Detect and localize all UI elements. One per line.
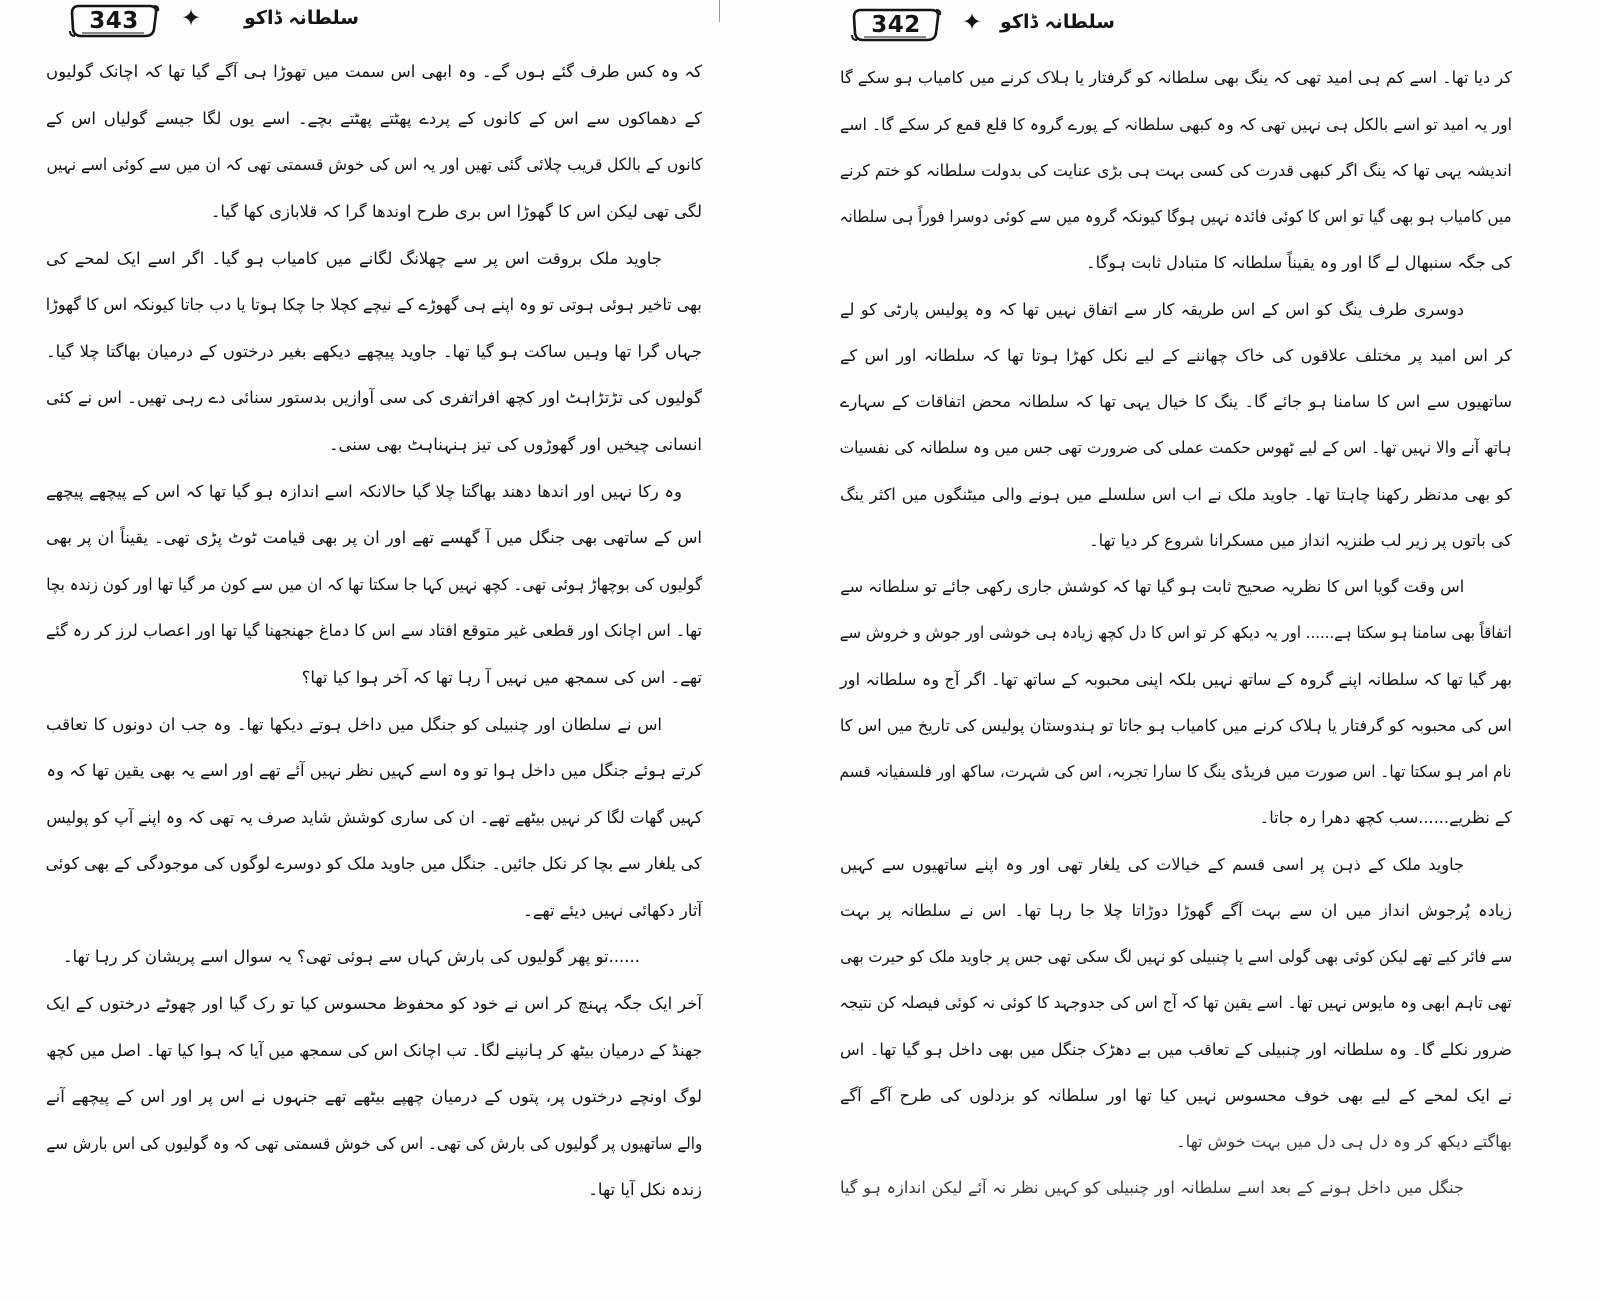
line-text: جاوید ملک بروقت اس پر سے چھلانگ لگانے میں کامیاب ہو گیا۔ اگر اسے ایک لمحے کی	[46, 248, 662, 268]
line-text: گولیوں کی بوچھاڑ ہوئی تھی۔ کچھ نہیں کہا جا سکتا تھا کہ ان میں سے کون مر گیا تھا اور کون زندہ بچا	[45, 574, 702, 594]
text-line	[838, 518, 1512, 564]
line-text: اس نے سلطان اور چنبیلی کو جنگل میں داخل ہوتے دیکھا تھا۔ وہ جب ان دونوں کا تعاقب	[46, 714, 662, 734]
line-text: والے ساتھیوں پر گولیوں کی بارش کی تھی۔ اس کی خوش قسمتی تھی کہ وہ گولیوں کی اس بارش سے	[45, 1133, 702, 1153]
text-line	[44, 655, 702, 702]
line-text: ساتھیوں سے اس کا سامنا ہو جائے گا۔ ینگ کا خیال یہی تھا کہ سلطانہ محض اتفاقات کے سہارے	[840, 392, 1512, 412]
line-text: زندہ نکل آیا تھا۔	[588, 1180, 702, 1200]
text-line	[838, 286, 1464, 332]
line-text: گولیوں کی تڑتڑاہٹ اور کچھ افراتفری کی سی آوازیں بدستور سنائی دے رہی تھیں۔ اس نے کئی	[46, 388, 702, 408]
text-line	[838, 841, 1464, 887]
page-text	[838, 55, 1512, 1211]
page-343	[0, 0, 760, 1301]
line-text: کہ وہ کس طرف گئے ہوں گے۔ وہ ابھی اس سمت میں تھوڑا ہی آگے گیا تھا کہ اچانک گولیوں	[46, 62, 702, 82]
line-text: انسانی چیخیں اور گھوڑوں کی تیز ہنہناہٹ بھی سنی۔	[328, 434, 702, 454]
line-text: جاوید ملک کے ذہن پر اسی قسم کے خیالات کی یلغار تھی اور وہ اپنے ساتھیوں سے کہیں	[840, 854, 1464, 874]
text-line	[838, 240, 1512, 286]
text-line	[44, 189, 702, 236]
text-line	[44, 49, 702, 96]
page-number: 342	[871, 12, 921, 38]
text-line	[44, 329, 702, 376]
text-line	[838, 333, 1512, 379]
star-ornament-icon: ✦	[962, 8, 983, 36]
text-line	[838, 1026, 1512, 1072]
running-title: سلطانہ ڈاکو	[244, 7, 359, 29]
text-line	[838, 1119, 1512, 1165]
page-text	[44, 49, 702, 1214]
page-number-badge	[68, 2, 160, 40]
text-line	[44, 282, 702, 329]
line-text: تھا۔ اس اچانک اور قطعی غیر متوقع افتاد سے اس کا دماغ جھنجھنا گیا تھا اور اعصاب لرز کر رہ گئے	[45, 621, 702, 641]
page-342	[790, 0, 1600, 1301]
text-line	[44, 515, 702, 562]
text-line	[44, 96, 702, 143]
line-text: لگی تھی لیکن اس کا گھوڑا اس بری طرح اوندھا گرا کہ قلابازی کھا گیا۔	[210, 201, 702, 221]
text-line	[838, 1165, 1464, 1211]
text-line	[44, 981, 702, 1028]
line-text: آثار دکھائی نہیں دیئے تھے۔	[523, 900, 702, 920]
text-line	[838, 55, 1512, 101]
line-text: لوگ اونچے درختوں پر، پتوں کے درمیان چھپے بیٹھے تھے جنہوں نے اس پر اور اس کے پیچھے آنے	[45, 1087, 702, 1107]
line-text: تھی تاہم ابھی وہ مایوس نہیں تھا۔ اسے یقین تھا کہ آج اس کی جدوجہد کا کوئی نہ کوئی فیصلہ کن نتیجہ	[840, 993, 1512, 1013]
line-text: ......تو پھر گولیوں کی بارش کہاں سے ہوئی تھی؟ یہ سوال اسے پریشان کر رہا تھا۔	[62, 947, 640, 967]
text-line	[44, 468, 682, 515]
text-line	[838, 656, 1512, 702]
line-text: کرتے ہوئے جنگل میں داخل ہوا تو وہ اسے کہیں نظر نہیں آئے تھے اور اسے یہ بھی یقین تھا کہ وہ	[45, 761, 702, 781]
text-line	[44, 608, 702, 655]
text-line	[838, 425, 1512, 471]
text-line	[44, 888, 702, 935]
text-line	[838, 610, 1512, 656]
line-text: زیادہ پُرجوش انداز میں ان سے بہت آگے گھوڑا دوڑاتا چلا جا رہا تھا۔ اس نے سلطانہ پر بہت	[839, 900, 1512, 920]
text-line	[838, 795, 1512, 841]
line-text: کو بھی مدنظر رکھنا چاہتا تھا۔ جاوید ملک نے اب اس سلسلے میں ہونے والی میٹنگوں میں اکثر ینگ	[840, 484, 1512, 504]
text-line	[44, 795, 702, 842]
line-text: بھاگتے دیکھ کر وہ دل ہی دل میں بہت خوش تھا۔	[1176, 1132, 1512, 1152]
text-line	[838, 934, 1512, 980]
text-line	[838, 1073, 1512, 1119]
line-text: ضرور نکلے گا۔ وہ سلطانہ اور چنبیلی کے تعاقب میں بے دھڑک جنگل میں بھی داخل ہو گیا تھا۔ اس	[840, 1039, 1512, 1059]
text-line	[838, 888, 1512, 934]
line-text: کہیں گھات لگا کر نہیں بیٹھے تھے۔ ان کی ساری کوشش شاید صرف یہ تھی کہ وہ اپنے آپ کو پولیس	[45, 807, 702, 827]
line-text: اس کی محبوبہ کو گرفتار یا ہلاک کرنے میں کامیاب ہو جاتا تو ہندوستان پولیس کی تاریخ میں اس کا	[840, 715, 1512, 735]
line-text: بھر گیا تھا کہ سلطانہ اپنے گروہ کے ساتھ نہیں بلکہ اپنی محبوبہ کے ساتھ تھا۔ اگر آج وہ سلطانہ اور	[840, 669, 1512, 689]
line-text: ہاتھ آنے والا نہیں تھا۔ اس کے لیے ٹھوس حکمت عملی کی ضرورت تھی جس میں وہ سلطانہ کی نفسیات	[839, 438, 1512, 458]
text-line	[44, 748, 702, 795]
text-line	[44, 1121, 702, 1168]
text-line	[44, 701, 662, 748]
text-line	[838, 194, 1512, 240]
line-text: تھے۔ اس کی سمجھ میں نہیں آ رہا تھا کہ آخر ہوا کیا تھا؟	[301, 667, 702, 687]
line-text: اتفاقاً بھی سامنا ہو سکتا ہے...... اور یہ دیکھ کر تو اس کا دل کچھ زیادہ ہی خوشی اور جوش و خروش سے	[839, 623, 1512, 643]
text-line	[44, 1167, 702, 1214]
line-text: کے دھماکوں سے اس کے کانوں کے پردے پھٹتے پھٹتے بچے۔ اسے یوں لگا جیسے گولیاں اس کے	[46, 108, 702, 128]
line-text: کی یلغار سے بچا کر نکل جائیں۔ جنگل میں جاوید ملک کو دوسرے لوگوں کی موجودگی کے بھی کوئی	[46, 854, 702, 874]
line-text: جھنڈ کے درمیان بیٹھ کر ہانپنے لگا۔ تب اچانک اس کی سمجھ میں آیا کہ ہوا کیا تھا۔ اصل میں کچھ	[45, 1040, 702, 1060]
text-line	[44, 422, 702, 469]
text-line	[44, 934, 640, 981]
text-line	[838, 471, 1512, 517]
line-text: بھی تاخیر ہوئی ہوتی تو وہ اپنے ہی گھوڑے کے نیچے کچلا جا چکا ہوتا یا دب جاتا کیونکہ اس کا گھوڑا	[46, 295, 702, 315]
page-number-badge	[850, 6, 942, 44]
line-text: کر اس امید پر مختلف علاقوں کی خاک چھاننے کے لیے نکل کھڑا ہوتا تھا کہ سلطانہ اور اس کے	[840, 345, 1512, 365]
line-text: کی باتوں پر زیر لب طنزیہ انداز میں مسکرانا شروع کر دیا تھا۔	[1089, 530, 1512, 550]
line-text: میں کامیاب ہو بھی گیا تو اس کا کوئی فائدہ نہیں ہوگا کیونکہ گروہ میں سے کوئی دوسرا فوراً ہی سلطانہ	[840, 207, 1512, 227]
line-text: نام امر ہو سکتا تھا۔ اس صورت میں فریڈی ینگ کا سارا تجربہ، اس کی شہرت، ساکھ اور فلسفیانہ قسم	[840, 762, 1512, 782]
line-text: کی جگہ سنبھال لے گا اور وہ یقیناً سلطانہ کا متبادل ثابت ہوگا۔	[1086, 253, 1512, 273]
running-title: سلطانہ ڈاکو	[1000, 11, 1115, 33]
text-line	[838, 564, 1464, 610]
line-text: کے نظریے......سب کچھ دھرا رہ جاتا۔	[1259, 808, 1512, 828]
text-line	[44, 562, 702, 609]
line-text: دوسری طرف ینگ کو اس کے اس طریقہ کار سے اتفاق نہیں تھا کہ وہ پولیس پارٹی کو لے	[840, 299, 1464, 319]
star-ornament-icon: ✦	[181, 4, 202, 32]
line-text: جہاں گرا تھا وہیں ساکت ہو گیا تھا۔ جاوید پیچھے دیکھے بغیر درختوں کے درمیان بھاگتا چلا گیا۔	[46, 341, 702, 361]
line-text: اس وقت گویا اس کا نظریہ صحیح ثابت ہو گیا تھا کہ کوشش جاری رکھی جائے تو سلطانہ سے	[839, 577, 1464, 597]
line-text: نے ایک لمحے کے لیے بھی خوف محسوس نہیں کیا تھا اور سلطانہ کو بزدلوں کی طرح آگے آگے	[840, 1085, 1512, 1105]
text-line	[838, 703, 1512, 749]
line-text: وہ رکا نہیں اور اندھا دھند بھاگتا چلا گیا حالانکہ اسے اندازہ ہو گیا تھا کہ اس کے پیچھے پیچھے	[45, 481, 682, 501]
text-line	[44, 1074, 702, 1121]
line-text: کانوں کے بالکل قریب چلائی گئی تھیں اور یہ اس کی خوش قسمتی تھی کہ ان میں سے کوئی اسے نہیں	[46, 155, 702, 175]
text-line	[838, 980, 1512, 1026]
page-edge-mark	[719, 0, 720, 22]
text-line	[44, 235, 662, 282]
line-text: جنگل میں داخل ہونے کے بعد اسے سلطانہ اور چنبیلی کو کہیں نظر نہ آئے لیکن اندازہ ہو گیا	[840, 1178, 1464, 1198]
text-line	[838, 379, 1512, 425]
line-text: سے فائر کیے تھے لیکن کوئی بھی گولی اسے یا چنبیلی کو نہیں لگ سکی تھی جس پر جاوید ملک کو حیرت بھی	[840, 947, 1512, 967]
text-line	[44, 841, 702, 888]
text-line	[838, 749, 1512, 795]
line-text: آخر ایک جگہ پہنچ کر اس نے خود کو محفوظ محسوس کیا تو رک گیا اور چھوٹے درختوں کے ایک	[45, 994, 702, 1014]
text-line	[44, 375, 702, 422]
line-text: کر دیا تھا۔ اسے کم ہی امید تھی کہ ینگ بھی سلطانہ کو گرفتار یا ہلاک کرنے میں کامیاب ہو سکے گا	[840, 68, 1512, 88]
line-text: اندیشہ یہی تھا کہ ینگ اگر کبھی قدرت کی کسی بہت ہی بڑی عنایت کی بدولت سلطانہ کو ختم کرنے	[840, 160, 1512, 180]
text-line	[838, 148, 1512, 194]
text-line	[44, 142, 702, 189]
line-text: اس کے ساتھی بھی جنگل میں آ گھسے تھے اور ان پر بھی قیامت ٹوٹ پڑی تھی۔ یقیناً ان پر بھی	[46, 528, 702, 548]
page-number: 343	[89, 8, 139, 34]
text-line	[838, 101, 1512, 147]
text-line	[44, 1027, 702, 1074]
line-text: اور یہ امید تو اسے بالکل ہی نہیں تھی کہ وہ کبھی سلطانہ کے پورے گروہ کا قلع قمع کر سکے گا۔ اسے	[839, 114, 1512, 134]
